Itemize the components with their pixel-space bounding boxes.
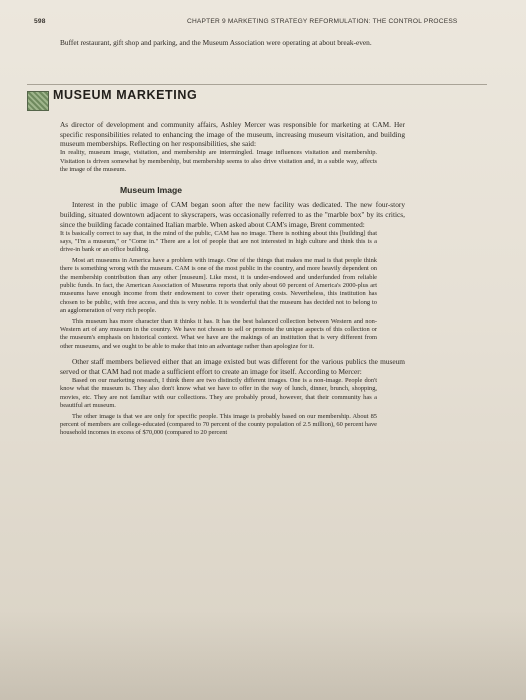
image-paragraph-1: Interest in the public image of CAM began soon after the new facility was dedicated. The new four-story building, situated downtown adjacent to skyscrapers, was occasionally referred to as the "marble box" by its critics, since the building facade contained Italian marble. When asked about CAM's image, Brent commented: (60, 200, 405, 229)
section-title: MUSEUM MARKETING (53, 87, 198, 102)
lead-quote: In reality, museum image, visitation, and membership are intermingled. Image influences visitation and membership. Visitation is driven somewhat by membership, but membership seems to also drive visitation and, in a subtle way, affects the image of the museum. (60, 149, 377, 173)
page-number: 598 (34, 18, 46, 25)
subsection-title: Museum Image (120, 185, 183, 196)
brent-quote-2: Most art museums in America have a problem with image. One of the things that makes me mad is that people think there is something wrong with the museum. CAM is one of the most public in the country, and more heavily dependent on the membership contribution than any other [museum]. Like most, it is under-endowed and underfunded from reliable public funds. In fact, the American Association of Museums reports that only about 60 percent of America's 2000-plus art museums have enough income from their endowment to cover their operating costs. Nevertheless, this institution has chosen to be public, with free access, and this is very noble. It is wonderful that the museum has decided not to belong to an agglomeration of very rich people. (60, 256, 377, 315)
page-shadow (0, 610, 526, 700)
mercer-quote-1: Based on our marketing research, I think there are two distinctly different images. One is a non-image. People don't know what the museum is. They also don't know what we have to offer in the way of lunch, dinner, brunch, shopping, movies, etc. They are not familiar with our collections. They are probably proud, however, that their community has a beautiful art museum. (60, 376, 377, 410)
section-heading (27, 84, 487, 116)
image-paragraph-2: Other staff members believed either that an image existed but was different for the various publics the museum served or that CAM had not made a sufficient effort to create an image for itself. According to Mercer: (60, 357, 405, 377)
intro-paragraph: Buffet restaurant, gift shop and parking, and the Museum Association were operating at about break-even. (60, 38, 372, 47)
mercer-quote-2: The other image is that we are only for specific people. This image is probably based on our membership. About 85 percent of members are college-educated (compared to 70 percent of the county population of 2.5 million), 60 percent have household incomes in excess of $70,000 (compared to 20 percent (60, 412, 377, 437)
brent-quote-1: It is basically correct to say that, in the mind of the public, CAM has no image. There is nothing about this [building] that says, "I'm a museum," or "Come in." There are a lot of people that are not interested in high culture and think this is a drive-in bank or an office building. (60, 229, 377, 254)
stacked-pages-icon (27, 91, 49, 111)
chapter-header: CHAPTER 9 MARKETING STRATEGY REFORMULATION: THE CONTROL PROCESS (187, 18, 458, 25)
brent-quote-3: This museum has more character than it thinks it has. It has the best balanced collection between Western and non-Western art of any museum in the country. We have not chosen to sell or promote the unique aspects of this collection or the museum's emphasis on historical context. What we have are the makings of an institution that is very different from other museums, and we ought to be able to make that into an advantage rather than apologize for it. (60, 317, 377, 350)
lead-paragraph: As director of development and community affairs, Ashley Mercer was responsible for marketing at CAM. Her specific responsibilities related to enhancing the image of the museum, increasing museum visitation, and building museum memberships. Reflecting on her responsibilities, she said: (60, 119, 405, 149)
page-content (53, 38, 460, 438)
